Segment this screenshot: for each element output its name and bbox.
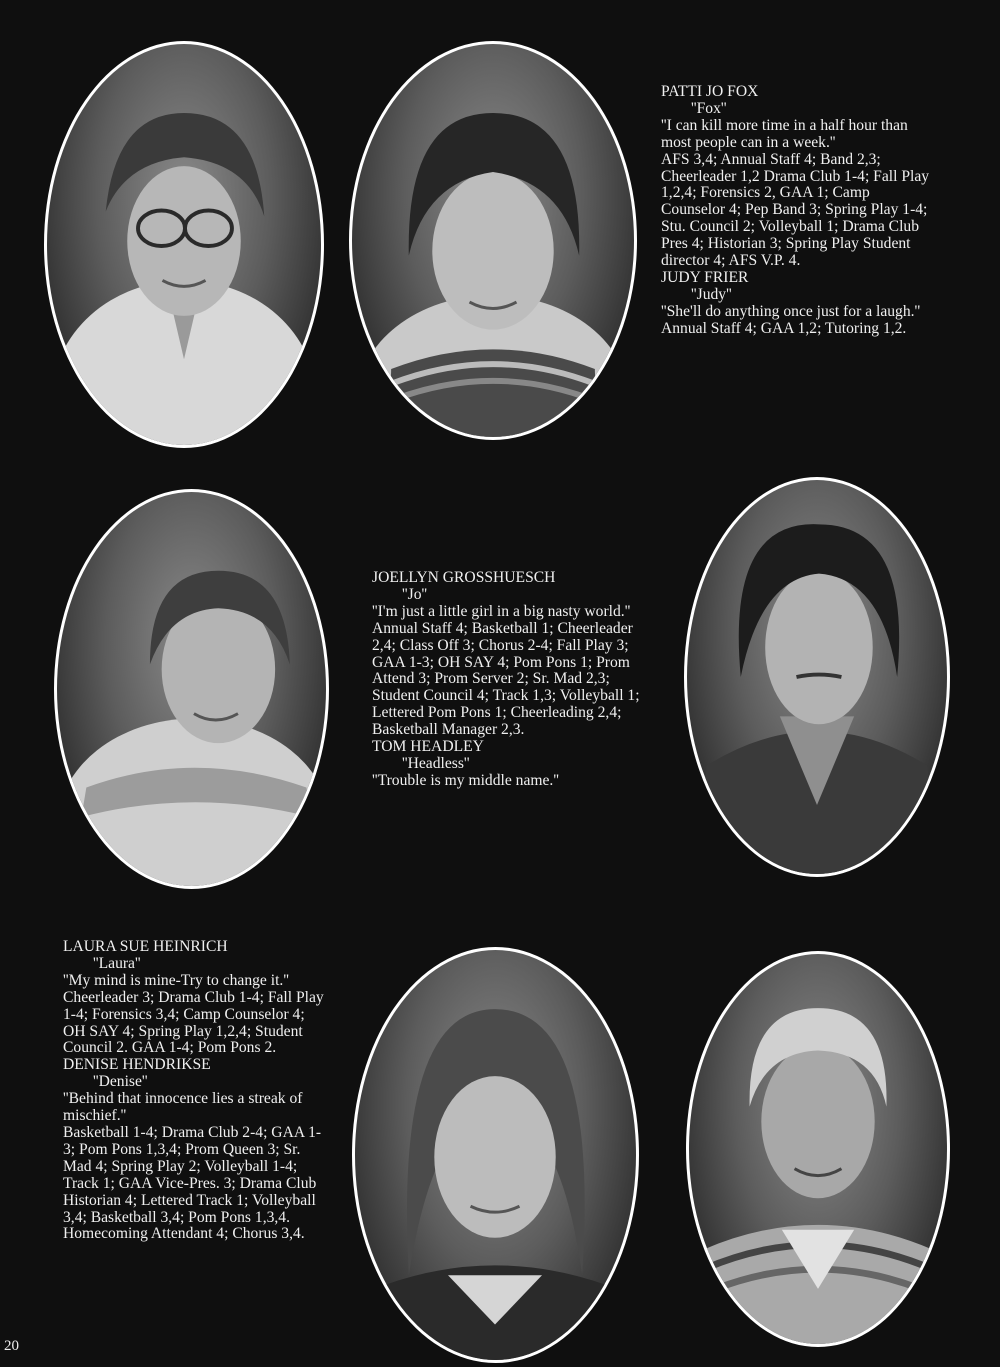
student-name: DENISE HENDRIKSE [63, 1056, 211, 1074]
student-activities: Annual Staff 4; Basketball 1; Cheerleader 2,4; Class Off 3; Chorus 2-4; Fall Play 3; GAA 1-3; OH SAY 4; Pom Pons 1; Prom Attend 3; Prom Server 2; Sr. Mad 2,3; Student Council 4; Track 1,3; Volleyball 1; Lettered Pom Pons 1; Cheerleading 2,4; Basketball Manager 2,3. [372, 619, 640, 739]
student-name: PATTI JO FOX [661, 83, 759, 100]
student-name: JOELLYN GROSSHUESCH [372, 569, 556, 586]
student-quote: ''She'll do anything once just for a laugh.'' [661, 302, 921, 320]
student-name: LAURA SUE HEINRICH [63, 938, 228, 955]
portrait-silhouette [47, 44, 321, 445]
caption-block-top-right [661, 84, 931, 338]
student-entry [372, 739, 640, 790]
student-nickname: ''Denise'' [93, 1073, 148, 1091]
student-quote: ''I'm just a little girl in a big nasty world.'' [372, 602, 631, 620]
student-activities: Annual Staff 4; GAA 1,2; Tutoring 1,2. [661, 319, 907, 337]
student-nickname: ''Judy'' [691, 285, 732, 303]
student-entry [661, 270, 931, 338]
student-entry [372, 570, 640, 739]
portrait-photo [686, 951, 950, 1347]
student-quote: ''Trouble is my middle name.'' [372, 771, 559, 789]
student-activities: Cheerleader 3; Drama Club 1-4; Fall Play 1-4; Forensics 3,4; Camp Counselor 4; OH SAY 4; Spring Play 1,2,4; Student Council 2. GAA 1-4; Pom Pons 2. [63, 988, 324, 1057]
student-entry [63, 1057, 331, 1243]
student-nickname: ''Fox'' [691, 99, 727, 117]
portrait-photo [349, 41, 637, 440]
portrait-silhouette [687, 480, 947, 874]
portrait-silhouette [352, 44, 634, 437]
student-nickname: ''Headless'' [402, 754, 470, 772]
student-quote: ''My mind is mine-Try to change it.'' [63, 971, 289, 989]
portrait-silhouette [689, 954, 947, 1344]
student-nickname: ''Laura'' [93, 954, 141, 972]
page-number: 20 [4, 1338, 19, 1354]
student-name: JUDY FRIER [661, 268, 749, 286]
student-entry [661, 84, 931, 270]
student-quote: ''Behind that innocence lies a streak of mischief.'' [63, 1090, 303, 1125]
caption-block-middle-center [372, 570, 640, 790]
student-activities: AFS 3,4; Annual Staff 4; Band 2,3; Cheerleader 1,2 Drama Club 1-4; Fall Play 1,2,4; Forensics 2, GAA 1; Camp Counselor 4; Pep Band 3; Spring Play 1-4; Stu. Council 2; Volleyball 1; Drama Club Pres 4; Historian 3; Spring Play Student director 4; AFS V.P. 4. [661, 150, 930, 270]
portrait-silhouette [355, 950, 636, 1360]
student-entry [63, 939, 331, 1057]
portrait-photo [684, 477, 950, 877]
caption-block-bottom-left [63, 939, 331, 1243]
portrait-photo [352, 947, 639, 1363]
student-name: TOM HEADLEY [372, 738, 484, 756]
student-activities: Basketball 1-4; Drama Club 2-4; GAA 1-3; Pom Pons 1,3,4; Prom Queen 3; Sr. Mad 4; Spring Play 2; Volleyball 1-4; Track 1; GAA Vice-Pres. 3; Drama Club Historian 4; Lettered Track 1; Volleyball 3,4; Basketball 3,4; Pom Pons 1,3,4. Homecoming Attendant 4; Chorus 3,4. [63, 1123, 322, 1243]
student-nickname: ''Jo'' [402, 585, 428, 603]
portrait-photo [44, 41, 324, 448]
portrait-photo [54, 489, 329, 889]
portrait-silhouette [57, 492, 326, 886]
student-quote: ''I can kill more time in a half hour than most people can in a week.'' [661, 116, 908, 151]
